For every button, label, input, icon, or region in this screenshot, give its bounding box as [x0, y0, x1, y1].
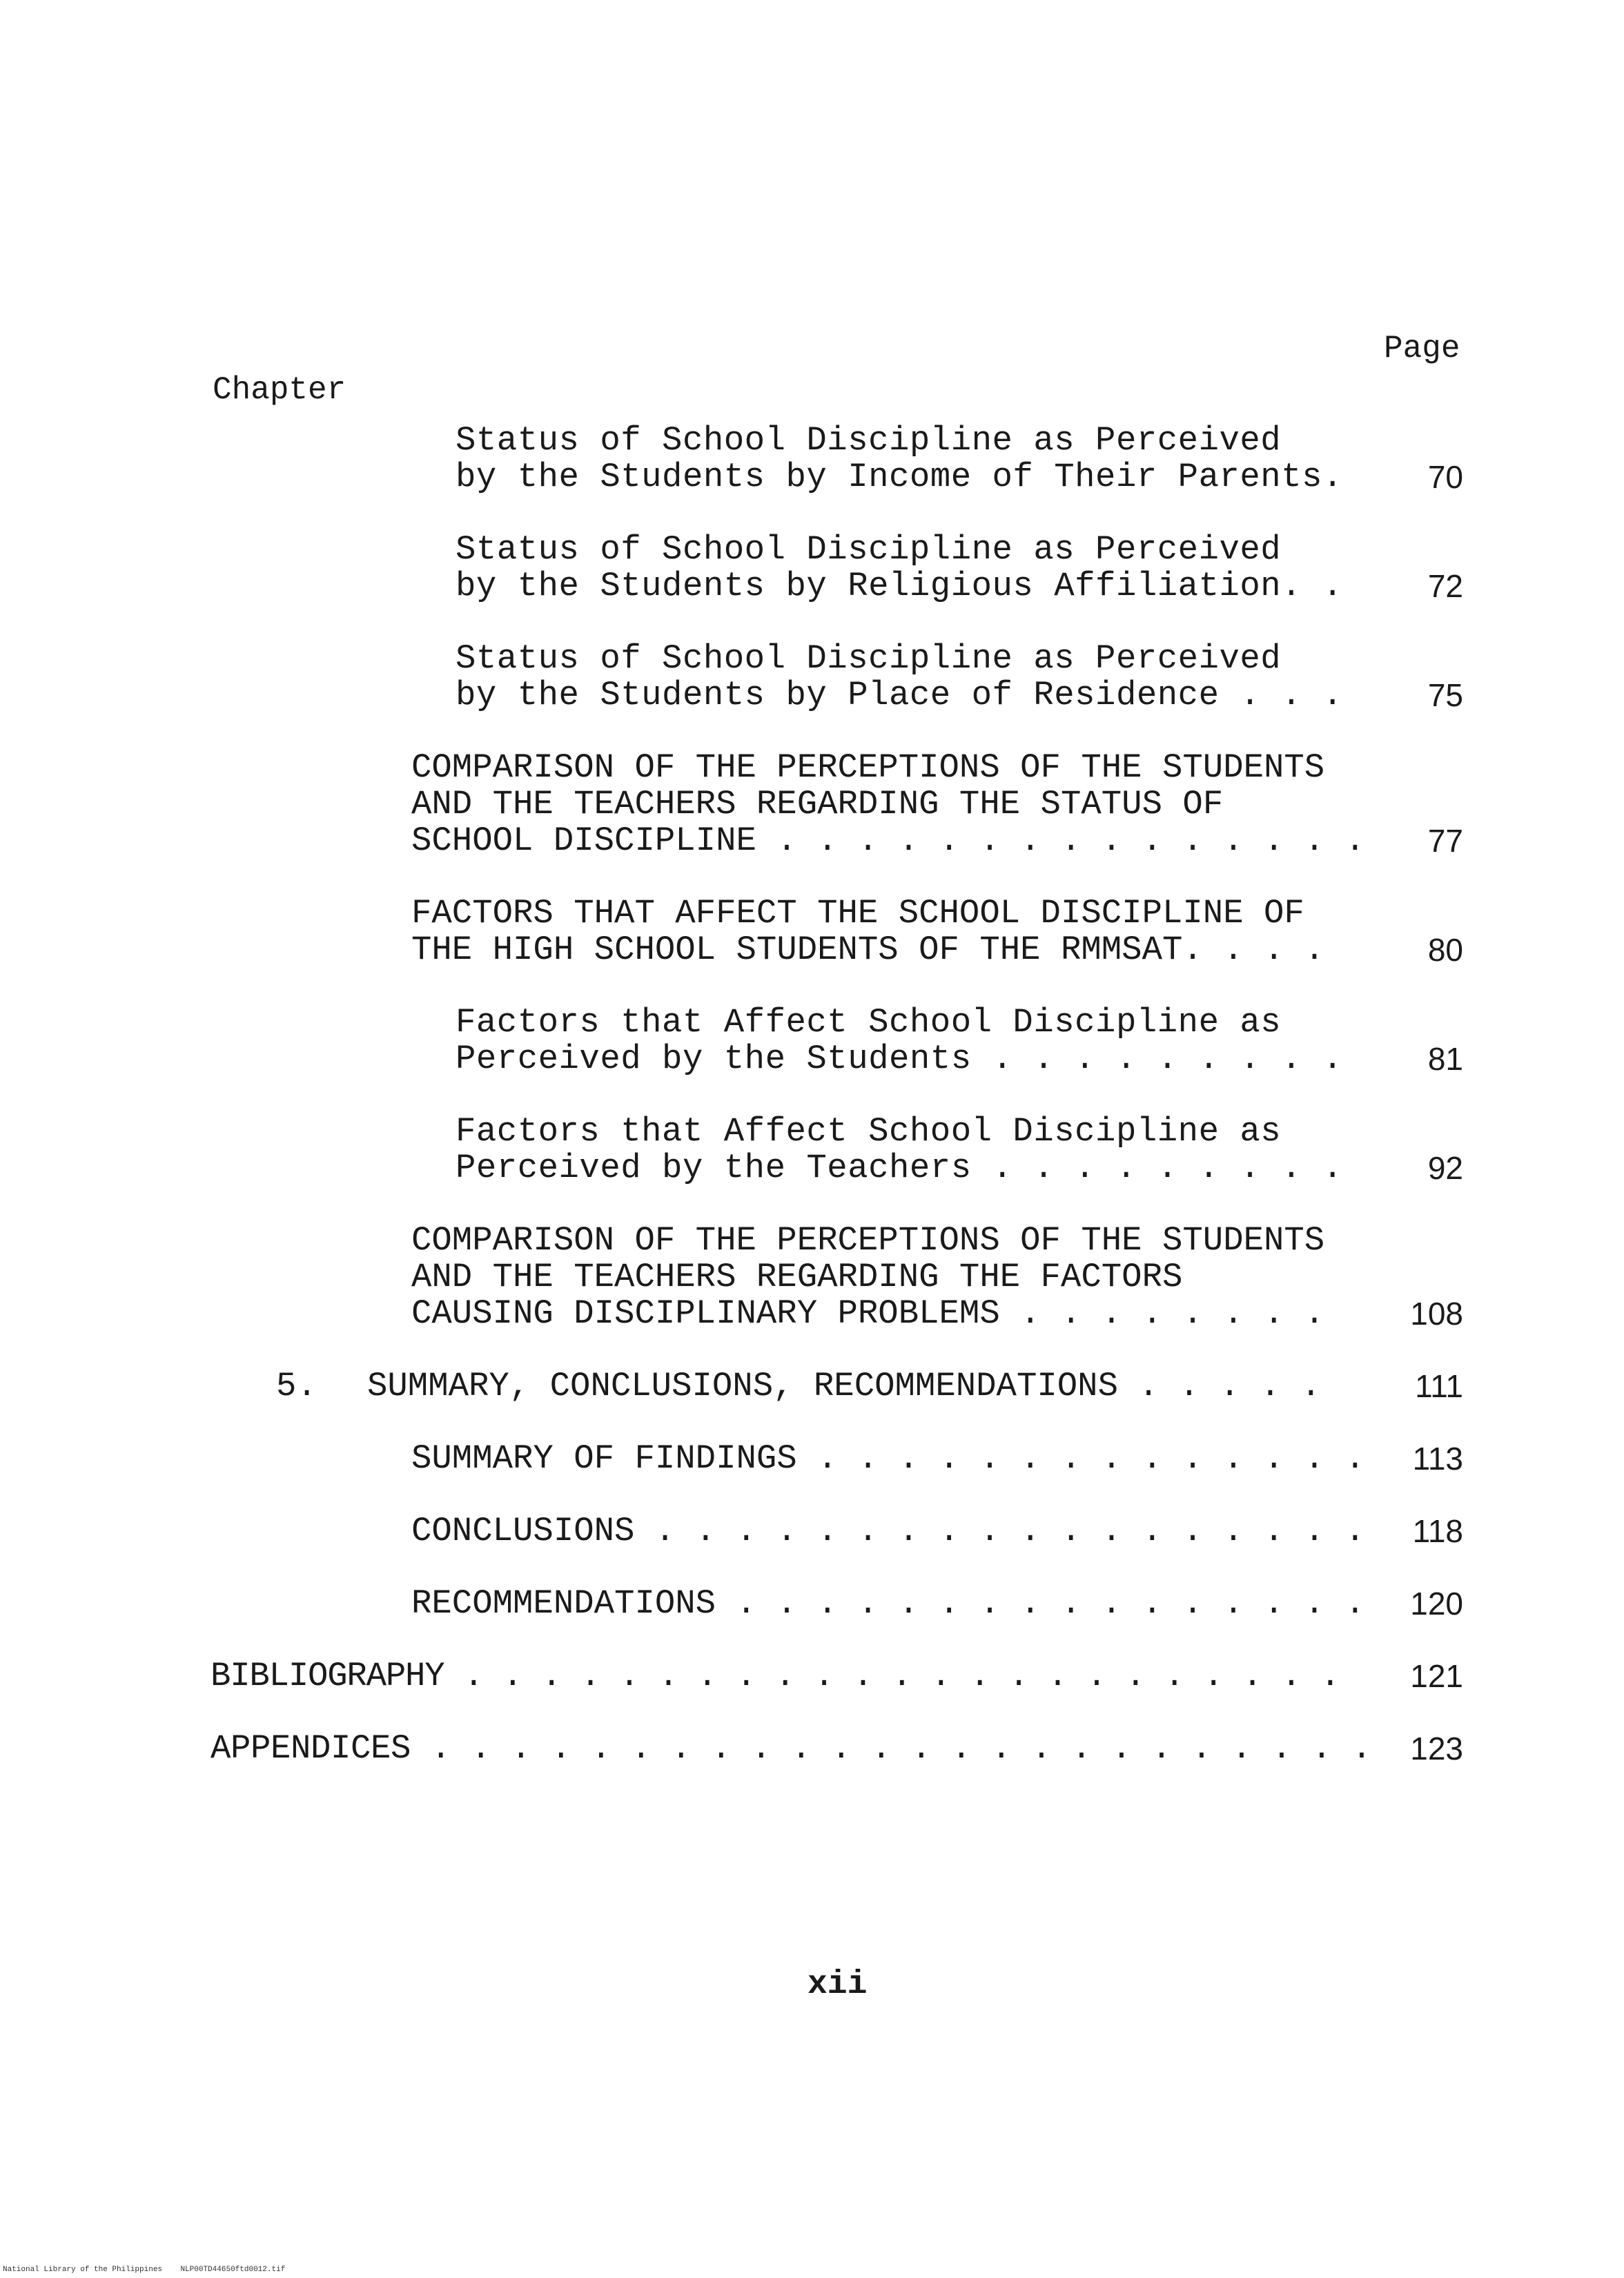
- toc-page-number: 118: [1412, 1513, 1463, 1549]
- toc-entry-line: CAUSING DISCIPLINARY PROBLEMS . . . . . . . .: [411, 1294, 1325, 1333]
- toc-entry-line: SUMMARY, CONCLUSIONS, RECOMMENDATIONS . . . . .: [367, 1367, 1322, 1405]
- toc-page-number: 120: [1410, 1586, 1463, 1622]
- toc-entry-line: THE HIGH SCHOOL STUDENTS OF THE RMMSAT. . . .: [411, 931, 1325, 969]
- toc-page-number: 72: [1427, 568, 1463, 604]
- toc-entry-line: Factors that Affect School Discipline as: [456, 1112, 1282, 1151]
- chapter-number: 5.: [276, 1367, 317, 1405]
- toc-entry-line: FACTORS THAT AFFECT THE SCHOOL DISCIPLINE OF: [411, 894, 1304, 933]
- toc-page-number: 77: [1427, 823, 1463, 859]
- toc-entry-line: by the Students by Place of Residence . . .: [456, 676, 1343, 714]
- toc-page-number: 113: [1412, 1441, 1463, 1477]
- toc-page-number: 81: [1427, 1041, 1463, 1077]
- toc-entry-line: by the Students by Religious Affiliation. .: [456, 567, 1343, 605]
- toc-page-number: 92: [1427, 1150, 1463, 1186]
- toc-page-number: 121: [1410, 1658, 1463, 1694]
- toc-page-number: 123: [1410, 1731, 1463, 1766]
- footer-file: NLP00TD44650ftd0012.tif: [180, 2266, 286, 2274]
- toc-entry-line: SCHOOL DISCIPLINE . . . . . . . . . . . . . . .: [411, 821, 1366, 860]
- page-column-label: Page: [1384, 331, 1460, 367]
- toc-entry-line: COMPARISON OF THE PERCEPTIONS OF THE STUDENTS: [411, 1221, 1325, 1260]
- toc-entry-line: Status of School Discipline as Perceived: [456, 421, 1282, 460]
- page-number: xii: [808, 1966, 868, 2003]
- toc-entry-line: BIBLIOGRAPHY . . . . . . . . . . . . . . . . . . . . . . .: [211, 1657, 1340, 1695]
- toc-page-number: 70: [1427, 459, 1463, 495]
- toc-page-number: 75: [1427, 677, 1463, 713]
- toc-page-number: 111: [1415, 1368, 1463, 1404]
- toc-entry-line: by the Students by Income of Their Parents.: [456, 458, 1343, 496]
- toc-entry-line: Perceived by the Students . . . . . . . . .: [456, 1040, 1343, 1078]
- toc-entry-line: COMPARISON OF THE PERCEPTIONS OF THE STUDENTS: [411, 748, 1325, 787]
- toc-entry-line: Status of School Discipline as Perceived: [456, 639, 1282, 678]
- toc-page-number: 80: [1427, 932, 1463, 968]
- toc-entry-line: APPENDICES . . . . . . . . . . . . . . . . . . . . . . . .: [211, 1729, 1372, 1768]
- toc-entry-line: SUMMARY OF FINDINGS . . . . . . . . . . . . . .: [411, 1439, 1366, 1478]
- scan-footer: [3, 2266, 285, 2274]
- toc-entry-line: AND THE TEACHERS REGARDING THE FACTORS: [411, 1258, 1183, 1296]
- chapter-column-label: Chapter: [213, 372, 346, 408]
- toc-entry-line: CONCLUSIONS . . . . . . . . . . . . . . . . . .: [411, 1512, 1366, 1550]
- footer-library: National Library of the Philippines: [3, 2266, 163, 2274]
- toc-entry-line: Status of School Discipline as Perceived: [456, 530, 1282, 569]
- toc-entry-line: RECOMMENDATIONS . . . . . . . . . . . . . . . .: [411, 1584, 1366, 1623]
- toc-entry-line: AND THE TEACHERS REGARDING THE STATUS OF: [411, 785, 1224, 824]
- toc-entry-line: Factors that Affect School Discipline as: [456, 1003, 1282, 1042]
- toc-page-number: 108: [1410, 1296, 1463, 1332]
- toc-entry-line: Perceived by the Teachers . . . . . . . . .: [456, 1149, 1343, 1187]
